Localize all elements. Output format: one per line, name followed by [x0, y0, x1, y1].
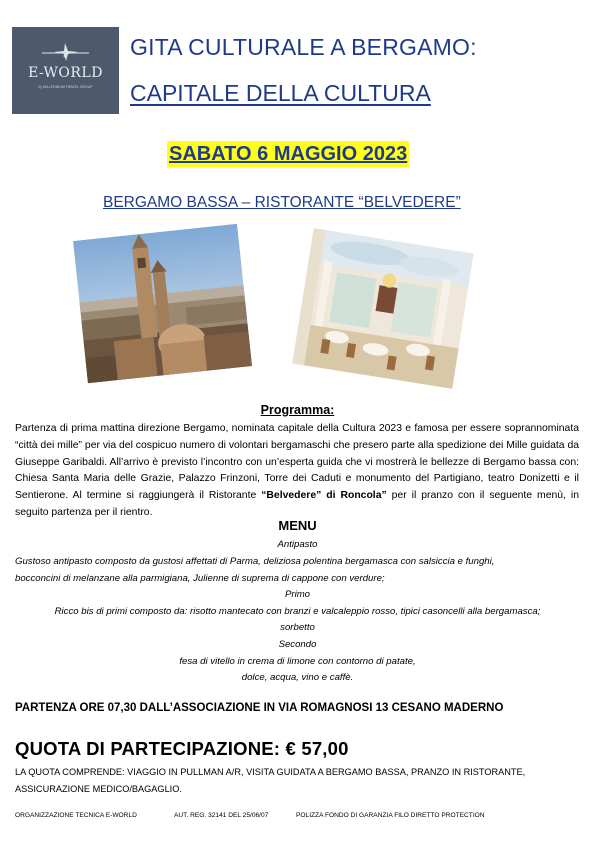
menu-secondo-label: Secondo [278, 639, 317, 650]
menu-primo-label: Primo [284, 589, 311, 600]
menu-antipasto-label: Antipasto [277, 539, 318, 550]
menu-secondo-line: fesa di vitello in crema di limone con contorno di patate, [179, 656, 416, 667]
programma-body-end: per il pranzo con il seguente menù, in seguito partenza per il rientro. [15, 490, 579, 518]
bergamo-city-photo [73, 224, 252, 383]
event-location: BERGAMO BASSA – RISTORANTE “BELVEDERE” [103, 194, 461, 211]
menu-heading: MENU [278, 518, 317, 533]
footer-authorization: AUT. REG. 32141 DEL 25/06/07 [174, 812, 269, 819]
footer-organization: ORGANIZZAZIONE TECNICA E-WORLD [15, 812, 137, 819]
restaurant-interior-photo [292, 228, 473, 389]
logo-subtitle: by MILLENNIUM TRAVEL GROUP [38, 85, 93, 89]
menu-closing-line: dolce, acqua, vino e caffè. [241, 672, 354, 683]
programma-heading: Programma: [260, 403, 335, 417]
menu-antipasto-line1: Gustoso antipasto composto da gustosi affettati di Parma, deliziosa polentina bergamasca con salsiccia e funghi, [15, 556, 495, 567]
page-title-line2: CAPITALE DELLA CULTURA [130, 80, 431, 106]
programma-text [15, 421, 579, 522]
menu-antipasto-line2: bocconcini di melanzane alla parmigiana, Julienne di suprema di cappone con verdure; [15, 573, 385, 584]
logo-wordmark: E-WORLD [28, 65, 103, 81]
event-date: SABATO 6 MAGGIO 2023 [169, 143, 408, 165]
page-title-line1: GITA CULTURALE A BERGAMO: [130, 34, 477, 60]
menu-primo-line: Ricco bis di primi composto da: risotto mantecato con branzi e valcaleppio rosso, tipici casoncelli alla bergamasca; [54, 606, 541, 617]
price-quota: QUOTA DI PARTECIPAZIONE: € 57,00 [15, 738, 349, 759]
programma-body: Partenza di prima mattina direzione Bergamo, nominata capitale della Cultura 2023 e famosa per essere soprannominata “città dei mille” per via del cospicuo numero di volontari bergamaschi che presero parte alla spedizione dei Mille guidata da Giuseppe Garibaldi. All’arrivo è previsto l’incontro con un’esperta guida che vi mostrerà le bellezze di Bergamo bassa con: Chiesa Santa Maria delle Grazie, Palazzo Frinzoni, Torre dei Caduti e monumento del Partigiano, teatro Donizetti e il Sentierone. Al termine si raggiungerà il Ristorante [15, 423, 579, 502]
footer-policy: POLIZZA FONDO DI GARANZIA FILO DIRETTO PROTECTION [296, 812, 485, 819]
departure-info: PARTENZA ORE 07,30 DALL’ASSOCIAZIONE IN VIA ROMAGNOSI 13 CESANO MADERNO [15, 702, 504, 714]
restaurant-name: “Belvedere” di Roncola” [261, 490, 387, 502]
quota-includes: LA QUOTA COMPRENDE: VIAGGIO IN PULLMAN A/R, VISITA GUIDATA A BERGAMO BASSA, PRANZO IN RISTORANTE, ASSICURAZIONE MEDICO/BAGAGLIO. [15, 767, 526, 794]
e-world-logo [12, 27, 119, 114]
menu-sorbetto: sorbetto [280, 622, 315, 633]
